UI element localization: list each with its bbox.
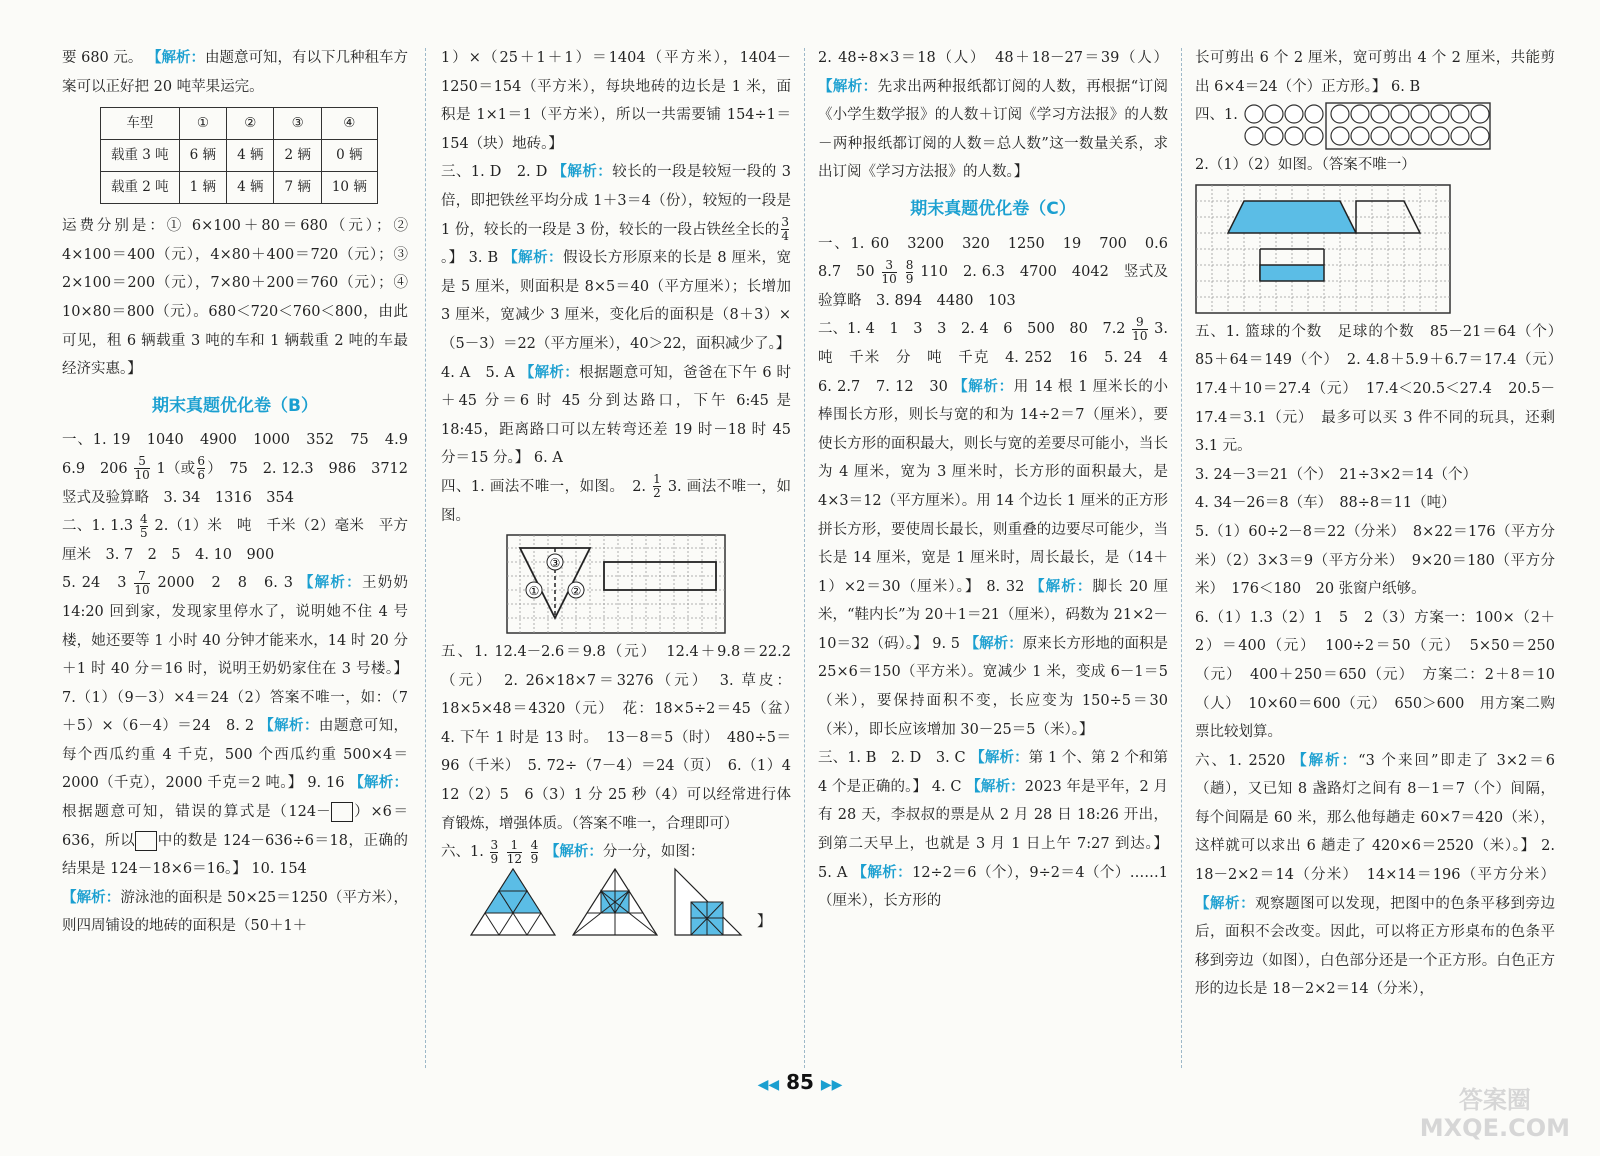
analysis-tag: 【解析：	[818, 78, 878, 95]
circle-figure-row	[1195, 101, 1555, 151]
text: 观察题图可以发现，把图中的色条平移到旁边后，面积不会改变。因此，可以将正方形桌布的色条平移到旁边（如图），白色部分还是一个正方形。白色正方形的边长是 18－2×2＝14（分米），	[1195, 895, 1556, 998]
text: 5. 24 3	[62, 575, 127, 592]
section-title-c: 期末真题优化卷（C）	[910, 198, 1076, 219]
table-cell: 4 辆	[227, 140, 274, 172]
fraction-denominator: 4	[781, 229, 789, 244]
fraction-denominator: 2	[653, 486, 661, 501]
table-cell: 1 辆	[179, 172, 226, 204]
watermark-text: 答案圈	[1458, 1086, 1531, 1114]
text: 3. 画法不唯一，如图。	[441, 478, 792, 524]
fraction-numerator: 4	[140, 511, 148, 526]
fraction-denominator: 6	[197, 468, 206, 483]
text: 12÷2＝6（个），9÷2＝4（个）……1（厘米），长方形的	[818, 864, 1169, 910]
fraction	[197, 455, 205, 482]
text: 脚长 20 厘米，“鞋内长”为 20＋1＝21（厘米），码数为 21×2－10＝32（码）。】 9. 5	[818, 578, 1169, 652]
fraction	[490, 839, 498, 866]
paragraph: 五、1. 篮球的个数 足球的个数 85－21＝64（个） 85＋64＝149（个） 2. 4.8＋5.9＋6.7＝17.4（元） 17.4＋10＝27.4（元） 17.4＜20.5＜27.4 20.5－17.4＝3.1（元） 最多可以买 3 件不同的玩具，还剩 3.1 元。	[1195, 323, 1570, 455]
fraction-denominator: 10	[134, 468, 150, 483]
fraction-denominator: 10	[1132, 328, 1148, 343]
analysis-tag: 【解析：	[1030, 578, 1093, 595]
text: 2.（1）米 吨 千米（2）毫米 平方厘米 3. 7 2 5 4. 10 900	[62, 518, 409, 563]
text: 中的数是 124－636÷6＝18，正确的结果是 124－18×6＝16。】 10. 154	[62, 832, 408, 878]
column-4	[1195, 44, 1570, 1004]
text: 六、1. 2520	[1195, 752, 1286, 769]
circle-groups-figure	[1244, 101, 1494, 151]
text: 3. 吨 千米 分 吨 千克 4. 252 16 5. 24 4 6. 2.7 7. 12 30	[818, 321, 1183, 395]
column-divider	[425, 48, 426, 1068]
text: 二、1. 1.3	[62, 518, 134, 535]
text: 四、1. 画法不唯一，如图。 2.	[441, 478, 647, 495]
text: “3 个来回”即走了 3×2＝6（趟），又已知 8 盏路灯之间有 8－1＝7（个）间隔，每个间隔是 60 米，那么他每趟走 60×7＝420（米），这样就可以求出 6 趟走了 420×6＝2520（米）。】 2. 18－2×2＝14（分米） 14×14＝196（平方分米）	[1195, 752, 1555, 884]
paragraph	[441, 473, 791, 530]
paragraph	[818, 230, 1183, 316]
fraction-numerator: 9	[1136, 314, 1144, 329]
table-row	[101, 140, 378, 172]
fraction-numerator: 1	[653, 472, 661, 487]
analysis-tag: 【解析：	[966, 778, 1025, 795]
table-cell: 4 辆	[227, 172, 274, 204]
paragraph: 4. 34－26＝8（车） 88÷8＝11（吨）	[1195, 495, 1456, 512]
text: 假设长方形原来的长是 8 厘米，宽是 5 厘米，则面积是 8×5＝40（平方厘米）；长增加 3 厘米，宽减少 3 厘米，变化后的面积是（8＋3）×（5－3）＝22（平方厘米），40＞22，面积减少了。】	[441, 250, 791, 352]
fraction	[781, 216, 789, 243]
paragraph	[441, 838, 791, 867]
table-cell: 0 辆	[321, 140, 377, 172]
paragraph: 长可剪出 6 个 2 厘米，宽可剪出 4 个 2 厘米，共能剪出 6×4＝24（个）正方形。】 6. B	[1195, 50, 1555, 95]
fraction	[906, 259, 914, 286]
table-cell: 7 辆	[274, 172, 321, 204]
text: 2023 年是平年，2 月有 28 天，李叔叔的票是从 2 月 28 日 18:26 开出，到第二天早上，也就是 3 月 1 日上午 7:27 到达。】 5. A	[818, 778, 1169, 881]
table-cell: 6 辆	[179, 140, 226, 172]
fraction-numerator: 1	[510, 837, 519, 852]
analysis-tag: 【解析：	[1195, 895, 1256, 912]
grid-figure-shapes	[506, 534, 726, 634]
figure-label: ③	[549, 556, 561, 571]
fraction	[531, 839, 539, 866]
text: 四、1.	[1195, 107, 1238, 124]
triangle-figure-3	[673, 867, 743, 937]
text: ）×6＝636，所以	[62, 804, 408, 849]
fraction-denominator: 12	[506, 851, 522, 866]
text: 1（或	[156, 460, 196, 477]
paragraph: 3. 24－3＝21（个） 21÷3×2＝14（个）	[1195, 466, 1477, 483]
paragraph	[1195, 747, 1555, 1004]
text: 游泳池的面积是 50×25＝1250（平方米），则四周铺设的地砖的面积是（50＋1＋	[62, 889, 409, 935]
text: 根据题意可知，错误的算式是（124－	[62, 804, 331, 821]
text: ） 75 2. 12.3 986 3712 竖式及验算略 3. 34 1316 354	[62, 460, 423, 506]
paragraph	[62, 426, 423, 512]
page-number	[740, 1070, 860, 1094]
text: 2000 2 8 6. 3	[157, 575, 293, 592]
fraction-numerator: 8	[905, 257, 914, 272]
fraction-denominator: 9	[905, 271, 914, 286]
table-cell: ①	[179, 108, 226, 140]
paragraph	[818, 744, 1168, 916]
text: 一、1. 60 3200 320 1250 19 700 0.6 8.7 50	[818, 235, 1183, 281]
table-row	[101, 172, 378, 204]
analysis-tag: 【解析：	[259, 718, 319, 735]
text: 2. 48÷8×3＝18（人） 48＋18－27＝39（人）	[818, 50, 1168, 66]
fraction-denominator: 10	[881, 271, 897, 286]
fraction-denominator: 9	[530, 851, 539, 866]
analysis-tag: 【解析：	[852, 864, 913, 881]
prev-arrows-icon: ◀◀	[757, 1077, 780, 1093]
column-3	[818, 44, 1183, 916]
text: 二、1. 4 1 3 3 2. 4 6 500 80 7.2	[818, 321, 1126, 338]
fraction	[507, 839, 522, 866]
analysis-tag: 【解析：	[552, 164, 613, 181]
watermark-url: MXQE.COM	[1419, 1114, 1570, 1142]
fraction-numerator: 5	[138, 454, 146, 469]
table-cell: 2 辆	[274, 140, 321, 172]
fraction	[882, 259, 897, 286]
fraction	[134, 570, 149, 597]
text: 。】 3. B	[441, 250, 499, 267]
fraction-numerator: 3	[490, 837, 499, 852]
triangle-figure-1	[469, 867, 557, 937]
fraction-numerator: 3	[885, 257, 893, 272]
triangle-figures	[469, 867, 791, 937]
analysis-tag: 【解析：	[970, 750, 1029, 767]
text: 第 1 个、第 2 个和第 4 个是正确的。】 4. C	[818, 750, 1169, 795]
figure-label: ①	[528, 584, 540, 599]
analysis-tag: 【解析：	[1292, 752, 1359, 769]
page-number-text: 85	[786, 1070, 814, 1094]
paragraph	[62, 44, 408, 101]
rectangle-shape	[1260, 265, 1324, 281]
figure-label: ②	[570, 584, 582, 599]
paragraph: 1）×（25＋1＋1）＝1404（平方米），1404－1250＝154（平方米），每块地砖的边长是 1 米，面积是 1×1＝1（平方米），所以一共需要铺 154÷1＝154（块）地砖。】	[441, 50, 791, 152]
paragraph: 运费分别是：① 6×100＋80＝680（元）；② 4×100＝400（元），4×80＋400＝720（元）；③ 2×100＝200（元），7×80＋200＝760（元）；④ 10×80＝800（元）。680＜720＜760＜800，由此可见，租 6 辆载重 3 吨的车和 1 辆载重 2 吨的车最经济实惠。】	[62, 218, 408, 378]
table-cell: 10 辆	[321, 172, 377, 204]
paragraph: 2.（1）（2）如图。（答案不唯一）	[1195, 157, 1416, 174]
truck-table	[100, 107, 378, 204]
column-2	[441, 44, 806, 937]
text: 原来长方形地的面积是 25×6＝150（平方米）。宽减少 1 米，变成 6－1＝5（米），要保持面积不变，长应变为 150÷5＝30（米），即长应该增加 30－25＝5（米）。】	[818, 635, 1169, 738]
paragraph	[818, 314, 1183, 744]
paragraph	[441, 359, 791, 473]
text: 】	[757, 914, 772, 931]
fraction-numerator: 4	[530, 837, 539, 852]
triangle-figure-2	[571, 867, 659, 937]
analysis-tag: 【解析：	[519, 364, 580, 381]
paragraph: 五、1. 12.4－2.6＝9.8（元） 12.4＋9.8＝22.2（元） 2. 26×18×7＝3276（元） 3. 草皮：18×5×48＝4320（元） 花：18×5÷2＝45（盆） 4. 下午 1 时是 13 时。 13－8＝5（时） 480÷5＝96（千米） 5. 72÷（7－4）＝24（页） 6.（1）4 12（2）5 6（3）1 分 25 秒（4）可以经常进行体育锻炼，增强体质。（答案不唯一，合理即可）	[441, 644, 806, 832]
text: 先求出两种报纸都订阅的人数，再根据“订阅《小学生数学报》的人数＋订阅《学习方法报》的人数－两种报纸都订阅的人数＝总人数”这一数量关系，求出订阅《学习方法报》的人数。】	[818, 78, 1169, 181]
paragraph	[441, 158, 791, 358]
fraction	[134, 455, 149, 482]
fraction-denominator: 10	[134, 582, 150, 597]
text: 根据题意可知，爸爸在下午 6 时＋45 分＝6 时 45 分到达路口，下午 6:45 是 18:45，距离路口可以左转弯还差 19 时－18 时 45 分＝15 分。】 6. A	[441, 364, 792, 467]
next-arrows-icon: ▶▶	[820, 1077, 843, 1093]
column-1	[62, 44, 423, 941]
analysis-tag: 【解析：	[964, 635, 1023, 652]
fraction-numerator: 7	[138, 568, 146, 583]
paragraph: 5.（1）60÷2－8＝22（分米） 8×22＝176（平方分米）（2）3×3＝9（平方分米） 9×20＝180（平方分米） 176＜180 20 张窗户纸够。	[1195, 523, 1555, 598]
text: 由题意可知，每个西瓜约重 4 千克，500 个西瓜约重 500×4＝2000（千克），2000 千克＝2 吨。】 9. 16	[62, 718, 409, 792]
text: 4. A 5. A	[441, 364, 515, 381]
table-cell: ④	[321, 108, 377, 140]
fraction	[653, 473, 661, 500]
paragraph	[818, 44, 1168, 187]
watermark	[1420, 1086, 1570, 1142]
fraction-denominator: 9	[490, 851, 499, 866]
column-divider	[804, 48, 805, 1068]
text: 一、1. 19 1040 4900 1000 352 75 4.9 6.9 206	[62, 432, 423, 477]
analysis-tag: 【解析：	[544, 844, 603, 861]
text: 六、1.	[441, 844, 484, 861]
grid-figure-trapezoid	[1195, 184, 1451, 314]
table-cell: ②	[227, 108, 274, 140]
text: 分一分，如图：	[602, 844, 705, 861]
analysis-tag: 【解析：	[62, 889, 121, 906]
blank-box	[331, 802, 353, 822]
section-title-b: 期末真题优化卷（B）	[152, 395, 318, 416]
fraction-numerator: 3	[781, 215, 789, 230]
text: 用 14 根 1 厘米长的小棒围长方形，则长与宽的和为 14÷2＝7（厘米），要使长方形的面积最大，则长与宽的差要尽可能小，当长为 4 厘米，宽为 3 厘米时，长方形的面积最大，是 4×3＝12（平方厘米）。用 14 个边长 1 厘米的正方形拼长方形，要使周长最长，则重叠的边要尽可能少，当长是 14 厘米，宽是 1 厘米时，周长最长，是（14＋1）×2＝30（厘米）。】 8. 32	[818, 378, 1168, 595]
table-header-row	[101, 108, 378, 140]
analysis-tag: 【解析：	[503, 250, 563, 267]
fraction	[1132, 316, 1147, 343]
analysis-tag: 【解析：	[147, 50, 206, 66]
paragraph: 6.（1）1.3（2）1 5 2（3）方案一：100×（2＋2）＝400（元） 100÷2＝50（元） 5×50＝250（元） 400＋250＝650（元） 方案二：2＋8＝10（人） 10×60＝600（元） 650＞600 用方案二购票比较划算。	[1195, 609, 1555, 741]
text: 由题意可知，有以下几种租车方案可以正好把 20 吨苹果运完。	[62, 50, 409, 95]
text: 要 680 元。	[62, 50, 143, 66]
paragraph	[62, 512, 408, 941]
table-cell: 载重 3 吨	[101, 140, 180, 172]
column-divider	[1181, 48, 1182, 1068]
trapezoid-shape	[1228, 201, 1356, 233]
text: 110 2. 6.3 4700 4042 竖式及验算略 3. 894 4480 103	[818, 264, 1168, 309]
table-cell: 载重 2 吨	[101, 172, 180, 204]
fraction-numerator: 6	[197, 454, 206, 469]
text: 三、1. B 2. D 3. C	[818, 750, 966, 767]
blank-box	[135, 831, 157, 851]
analysis-tag: 【解析：	[953, 378, 1014, 395]
text: 三、1. D 2. D	[441, 164, 548, 181]
fraction	[140, 513, 148, 540]
text: 王奶奶 14:20 回到家，发现家里停水了，说明她不住 4 号楼，她还要等 1 小时 40 分钟才能来水，14 时 20 分＋1 时 40 分＝16 时，说明王奶奶家住在 3 号楼。】 7.（1）（9－3）×4＝24（2）答案不唯一，如：（7＋5）×（6－4）＝24 8. 2	[62, 575, 409, 735]
table-cell: ③	[274, 108, 321, 140]
analysis-tag: 【解析：	[349, 775, 409, 792]
fraction-denominator: 5	[140, 525, 148, 540]
text: 较长的一段是较短一段的 3 倍，即把铁丝平均分成 1＋3＝4（份），较短的一段是 1 份，较长的一段是 3 份，较长的一段占铁丝全长的	[441, 164, 791, 238]
table-cell: 车型	[101, 108, 180, 140]
analysis-tag: 【解析：	[298, 575, 362, 592]
